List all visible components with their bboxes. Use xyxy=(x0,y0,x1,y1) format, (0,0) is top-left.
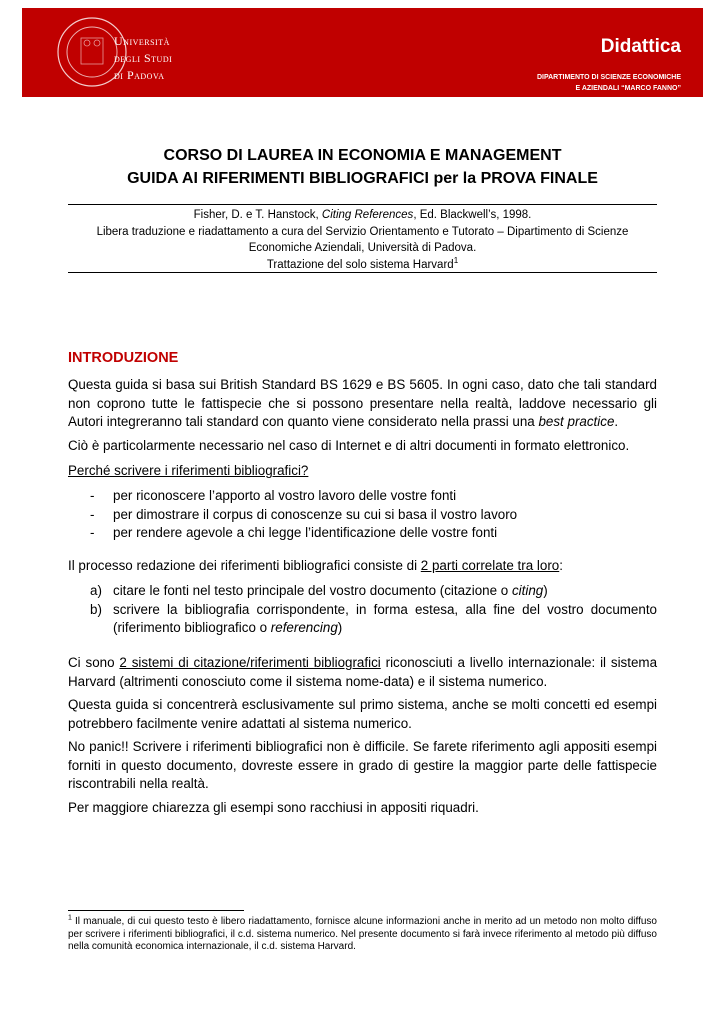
step-list xyxy=(68,582,657,638)
list-item: a) citare le fonti nel testo principale del vostro documento (citazione o citing) xyxy=(90,583,548,598)
paragraph: Ciò è particolarmente necessario nel caso di Internet e di altri documenti in formato elettronico. xyxy=(68,438,630,453)
divider xyxy=(68,204,657,205)
subheading-link: Perché scrivere i riferimenti bibliografici? xyxy=(68,463,309,478)
list-item: - per rendere agevole a chi legge l’identificazione delle vostre fonti xyxy=(90,525,498,540)
university-name: Università degli Studi di Padova xyxy=(114,34,173,82)
section-heading: INTRODUZIONE xyxy=(68,350,179,366)
footnote-ref[interactable]: 1 xyxy=(453,255,459,265)
footnote: $^1$ Il manuale, di cui questo testo è libero riadattamento, fornisce alcune informazioni anche in merito ad un metodo non molto diffuso per scrivere i riferimenti bibliografici, il c.d. sistema numerico. Nel presente documento si farà invece riferimento al metodo più diffuso nella comunità economica internazionale, il c.d. sistema Harvard. xyxy=(68,914,657,953)
list-item: b) scrivere la bibliografia corrispondente, in forma estesa, alla fine del vostro documento (riferimento bibliografico o referencing) xyxy=(90,601,657,635)
paragraph: No panic!! Scrivere i riferimenti bibliografici non è difficile. Se farete riferimento agli appositi esempi forniti in questo documento, dovreste essere in grado di gestire la maggior parte delle fattispecie riscontrabili nella realtà. xyxy=(68,739,657,791)
bullet-list xyxy=(68,487,657,543)
paragraph: Ci sono 2 sistemi di citazione/riferimenti bibliografici riconosciuti a livello internazionale: il sistema Harvard (altrimenti conosciuto come il sistema nome-data) e il sistema numerico. xyxy=(68,655,658,689)
header-banner xyxy=(22,8,703,97)
paragraph: Il processo redazione dei riferimenti bibliografici consiste di 2 parti correlate tra loro: xyxy=(68,558,563,573)
footnote-divider xyxy=(68,910,244,911)
list-item: - per dimostrare il corpus di conoscenze su cui si basa il vostro lavoro xyxy=(90,506,518,522)
source-citation: Fisher, D. e T. Hanstock, Citing References, Ed. Blackwell’s, 1998. Libera traduzione e riadattamento a cura del Servizio Orientamento e Tutorato – Dipartimento di Scienze Economiche Aziendali, Università di Padova. Trattazione del solo sistema Harvard$^1$ xyxy=(96,209,629,271)
section-title: Didattica xyxy=(600,36,681,57)
paragraph: Questa guida si basa sui British Standard BS 1629 e BS 5605. In ogni caso, dato che tali standard non coprono tutte le fattispecie che si possono presentare nella realtà, laddove necessario gli Autori integreranno tali standard con quanto viene considerato nella prassi una best practice. xyxy=(68,377,657,429)
doc-title-line1: CORSO DI LAUREA IN ECONOMIA E MANAGEMENT xyxy=(163,147,562,164)
department-name: DIPARTIMENTO DI SCIENZE ECONOMICHE E AZIENDALI “MARCO FANNO” xyxy=(536,74,681,92)
list-item: - per riconoscere l’apporto al vostro lavoro delle vostre fonti xyxy=(90,488,457,503)
divider xyxy=(68,272,657,273)
paragraph: Questa guida si concentrerà esclusivamente sul primo sistema, anche se molti concetti ed esempi potrebbero facilmente venire adattati al sistema numerico. xyxy=(68,697,657,731)
doc-title-line2: GUIDA AI RIFERIMENTI BIBLIOGRAFICI per la PROVA FINALE xyxy=(127,170,598,187)
paragraph: Per maggiore chiarezza gli esempi sono racchiusi in appositi riquadri. xyxy=(68,800,479,815)
